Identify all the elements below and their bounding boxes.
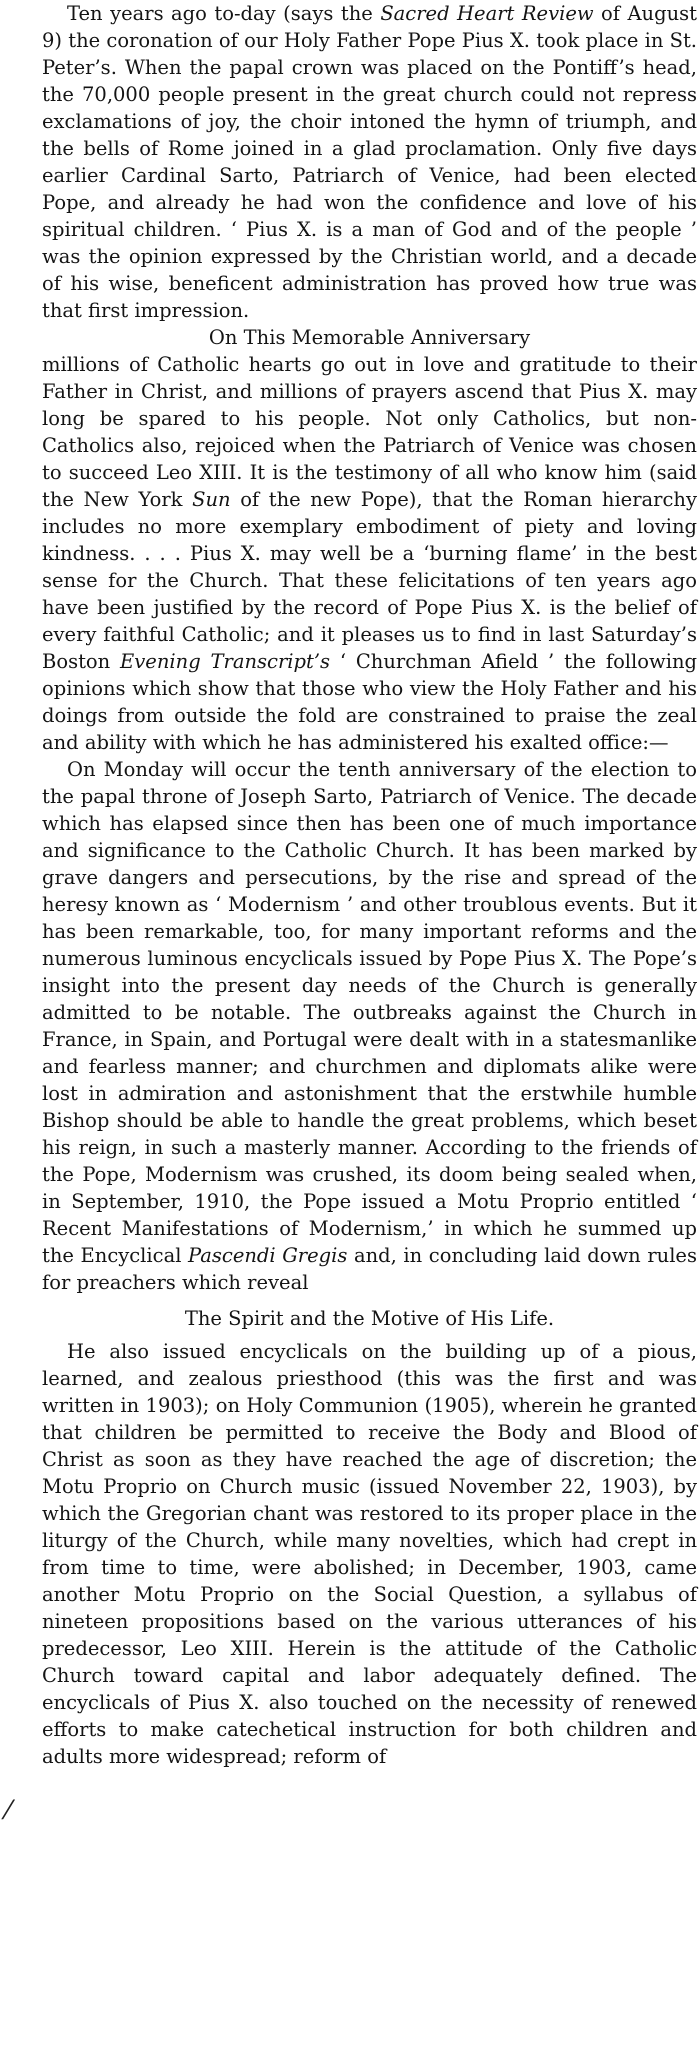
italic-title: Sun <box>192 488 231 511</box>
italic-title: Sacred Heart Review <box>380 2 594 25</box>
italic-title: Pascendi Gregis <box>188 1244 348 1267</box>
paragraph-1: Ten years ago to-day (says the Sacred Heart Review of August 9) the coronation of our Holy Father Pope Pius X. took place in St. Peter’s. When the papal crown was placed on the Pontiff’s head, the 70,000 people present in the great church could not repress exclamations of joy, the choir intoned the hymn of triumph, and the bells of Rome joined in a glad proclamation. Only five days earlier Cardinal Sarto, Patriarch of Venice, had been elected Pope, and already he had won the confidence and love of his spiritual children. ‘ Pius X. is a man of God and of the people ’ was the opinion expressed by the Christian world, and a decade of his wise, beneficent administration has proved how true was that first impression. <box>42 2 697 322</box>
italic-title: Evening Transcript’s <box>120 650 331 673</box>
paragraph-3: On Monday will occur the tenth anniversary of the election to the papal throne of Joseph Sarto, Patriarch of Venice. The decade which has elapsed since then has been one of much importance and significance to the Catholic Church. It has been marked by grave dangers and persecutions, by the rise and spread of the heresy known as ‘ Modernism ’ and other troublous events. But it has been remarkable, too, for many important reforms and the numerous luminous encyclicals issued by Pope Pius X. The Pope’s insight into the present day needs of the Church is generally admitted to be notable. The outbreaks against the Church in France, in Spain, and Portugal were dealt with in a statesmanlike and fearless manner; and churchmen and diplomats alike were lost in admiration and astonishment that the erstwhile humble Bishop should be able to handle the great problems, which beset his reign, in such a masterly manner. According to the friends of the Pope, Modernism was crushed, its doom being sealed when, in September, 1910, the Pope issued a Motu Proprio entitled ‘ Recent Manifestations of Modernism,’ in which he summed up the Encyclical Pascendi Gregis and, in concluding laid down rules for preachers which reveal <box>42 758 697 1294</box>
subheading-memorable-anniversary: On This Memorable Anniversary <box>208 326 531 349</box>
paragraph-4: He also issued encyclicals on the building up of a pious, learned, and zealous priesthood (this was the first and was written in 1903); on Holy Communion (1905), wherein he granted that children be permitted to receive the Body and Blood of Christ as soon as they have reached the age of discretion; the Motu Proprio on Church music (issued November 22, 1903), by which the Gregorian chant was restored to its proper place in the liturgy of the Church, while many novelties, which had crept in from time to time, were abolished; in December, 1903, came another Motu Proprio on the Social Question, a syllabus of nineteen propositions based on the various utterances of his predecessor, Leo XIII. Herein is the attitude of the Catholic Church toward capital and labor adequately defined. The encyclicals of Pius X. also touched on the necessity of renewed efforts to make catechetical instruction for both children and adults more widespread; reform of <box>42 1340 697 1768</box>
article-column <box>42 0 697 1770</box>
margin-pencil-mark: ⁄ <box>6 1796 11 1826</box>
subheading-spirit-and-motive: The Spirit and the Motive of His Life. <box>184 1307 555 1330</box>
paragraph-2: millions of Catholic hearts go out in love and gratitude to their Father in Christ, and millions of prayers ascend that Pius X. may long be spared to his people. Not only Catholics, but non-Catholics also, rejoiced when the Patriarch of Venice was chosen to succeed Leo XIII. It is the testimony of all who know him (said the New York Sun of the new Pope), that the Roman hierarchy includes no more exemplary embodiment of piety and loving kindness. . . . Pius X. may well be a ‘burning flame’ in the best sense for the Church. That these felicitations of ten years ago have been justified by the record of Pope Pius X. is the belief of every faithful Catholic; and it pleases us to find in last Saturday’s Boston Evening Transcript’s ‘ Churchman Afield ’ the following opinions which show that those who view the Holy Father and his doings from outside the fold are constrained to praise the zeal and ability with which he has administered his exalted office:— <box>42 353 697 754</box>
